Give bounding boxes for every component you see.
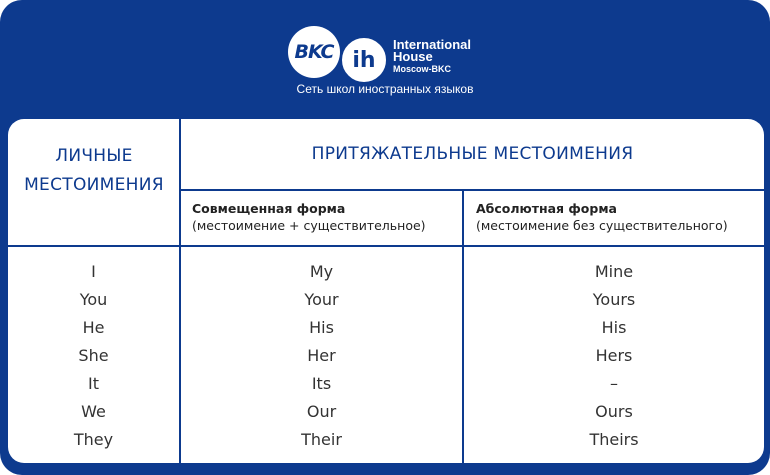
joint-form-pronoun: Their [301,430,342,449]
personal-header-line-1: ЛИЧНЫЕ [55,146,133,166]
absolute-form-pronoun: Ours [595,402,633,421]
personal-pronoun: She [78,346,109,365]
personal-pronoun: We [81,402,106,421]
joint-form-pronoun: His [309,318,334,337]
personal-header-line-2: МЕСТОИМЕНИЯ [24,175,164,195]
possessive-pronouns-header: ПРИТЯЖАТЕЛЬНЫЕ МЕСТОИМЕНИЯ [311,144,634,164]
personal-column [8,258,179,454]
absolute-form-title: Абсолютная форма [476,201,617,216]
absolute-form-description: (местоимение без существительного) [476,218,728,233]
absolute-form-header [476,200,728,234]
ih-logo-badge: ih [340,36,388,84]
absolute-form-pronoun: Mine [594,262,634,281]
joint-form-header [192,200,426,234]
joint-form-column [181,258,462,454]
absolute-form-pronoun: Yours [592,290,636,309]
brand-line-2: House [393,49,433,64]
logo [288,25,488,81]
brand-line-3: Moscow-BKC [393,64,451,74]
personal-pronoun: It [88,374,99,393]
absolute-form-pronoun: – [610,374,618,393]
personal-pronoun: He [82,318,105,337]
joint-form-pronoun: My [309,262,334,281]
brand-line-1: International [393,37,472,52]
joint-form-pronoun: Her [307,346,336,365]
joint-form-pronoun: Your [304,290,339,309]
tagline: Сеть школ иностранных языков [296,82,474,96]
pronoun-table [8,119,764,463]
joint-form-pronoun: Our [306,402,337,421]
joint-form-title: Совмещенная форма [192,201,346,216]
bkc-logo-badge: BKC [288,26,340,78]
absolute-form-pronoun: Hers [595,346,633,365]
personal-pronouns-header [8,142,180,200]
joint-form-description: (местоимение + существительное) [192,218,426,233]
absolute-form-pronoun: Theirs [589,430,639,449]
personal-pronoun: You [79,290,108,309]
personal-pronoun: I [91,262,96,281]
absolute-form-pronoun: His [601,318,627,337]
divider-horizontal-1 [181,189,764,191]
brand-name [393,39,471,75]
personal-pronoun: They [73,430,114,449]
joint-form-pronoun: Its [311,374,332,393]
divider-horizontal-2 [8,245,764,247]
absolute-form-column [464,258,764,454]
